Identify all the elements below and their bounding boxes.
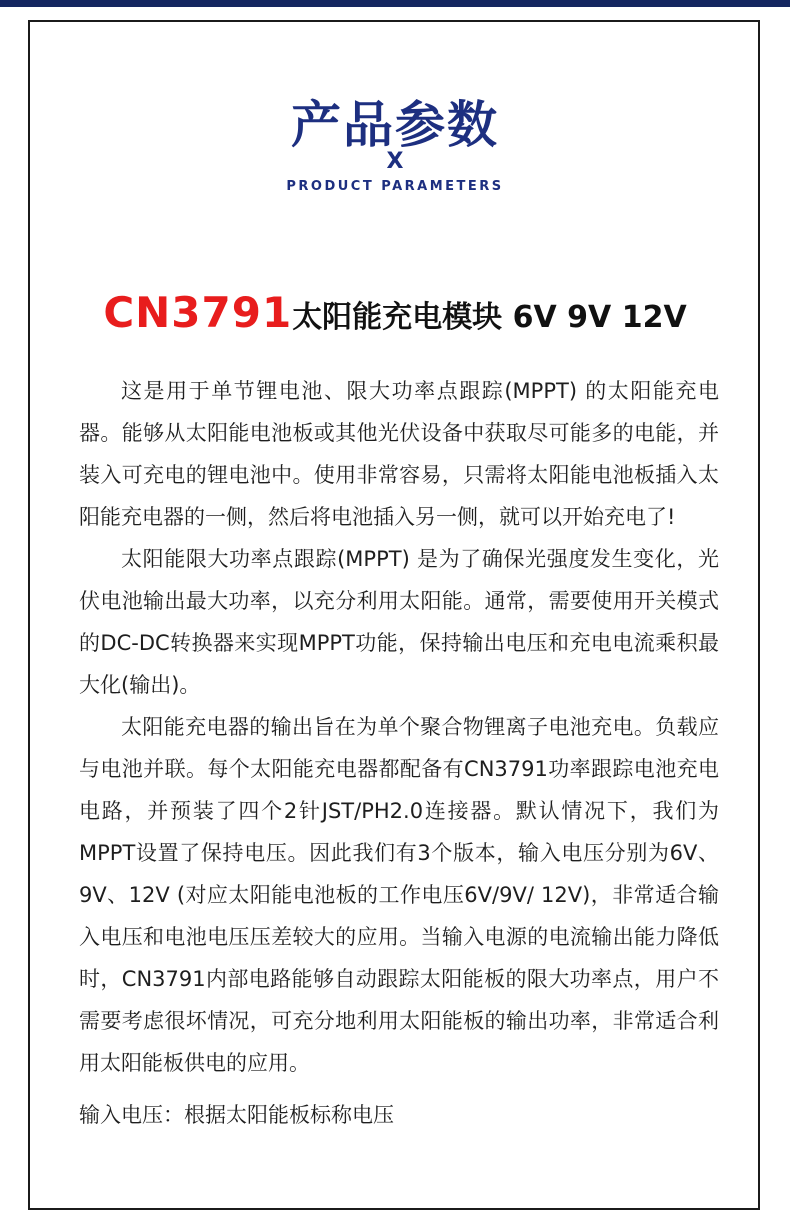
paragraph-mppt: 太阳能限大功率点跟踪(MPPT) 是为了确保光强度发生变化，光伏电池输出最大功率，以充分利用太阳能。通常，需要使用开关模式的DC-DC转换器来实现MPPT功能，保持输出电压和充电电流乘积最大化(输出)。 [79, 547, 719, 697]
product-model: CN3791 [103, 288, 293, 337]
heading-x-mark: X [386, 149, 404, 174]
product-name: 太阳能充电模块 6V 9V 12V [292, 300, 687, 335]
heading-english: PRODUCT PARAMETERS [286, 179, 504, 194]
section-heading [0, 96, 790, 195]
description-body [79, 370, 719, 1136]
spec-input-voltage: 输入电压：根据太阳能板标称电压 [79, 1103, 394, 1127]
paragraph-output: 太阳能充电器的输出旨在为单个聚合物锂离子电池充电。负载应与电池并联。每个太阳能充电器都配备有CN3791功率跟踪电池充电电路，并预装了四个2针JST/PH2.0连接器。默认情况下，我们为MPPT设置了保持电压。因此我们有3个版本，输入电压分别为6V、9V、12V (对应太阳能电池板的工作电压6V/9V/ 12V)，非常适合输入电压和电池电压压差较大的应用。当输入电源的电流输出能力降低时，CN3791内部电路能够自动跟踪太阳能板的限大功率点，用户不需要考虑很坏情况，可充分地利用太阳能板的输出功率，非常适合利用太阳能板供电的应用。 [79, 715, 719, 1075]
paragraph-intro: 这是用于单节锂电池、限大功率点跟踪(MPPT) 的太阳能充电器。能够从太阳能电池板或其他光伏设备中获取尽可能多的电能，并装入可充电的锂电池中。使用非常容易，只需将太阳能电池板插入太阳能充电器的一侧，然后将电池插入另一侧，就可以开始充电了! [79, 379, 719, 529]
top-banner-bar [0, 0, 790, 7]
product-title [0, 288, 790, 337]
heading-chinese: 产品参数 [291, 96, 499, 154]
